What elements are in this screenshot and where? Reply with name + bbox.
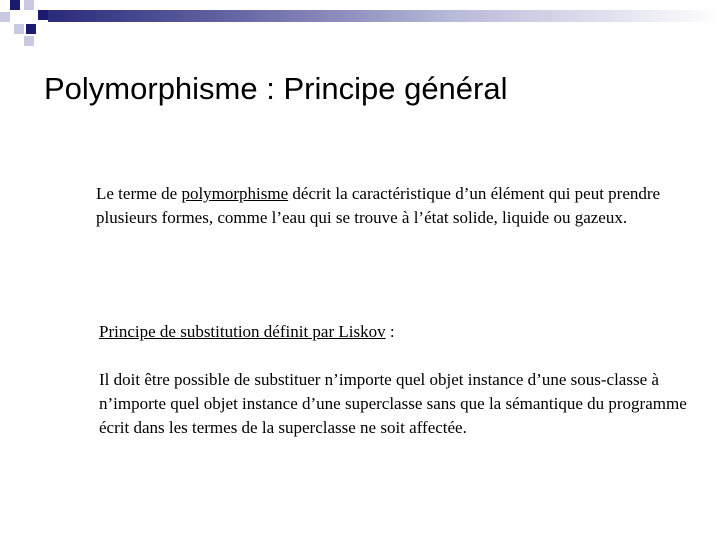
liskov-heading-colon: : — [385, 322, 395, 341]
slide-title: Polymorphisme : Principe général — [44, 71, 508, 106]
liskov-heading-text: Principe de substitution définit par Liskov — [99, 322, 386, 341]
decor-square — [10, 0, 20, 10]
decorative-header — [0, 0, 720, 60]
definition-paragraph — [96, 182, 706, 230]
liskov-heading — [99, 320, 709, 344]
decor-square — [24, 36, 34, 46]
decor-square — [24, 0, 34, 10]
liskov-body: Il doit être possible de substituer n’importe quel objet instance d’une sous-classe à n’importe quel objet instance d’une superclasse sans que la sémantique du programme écrit dans les termes de la superclasse ne soit affectée. — [99, 370, 687, 437]
definition-prefix: Le terme de — [96, 184, 182, 203]
definition-suffix: décrit la caractéristique d’un élément qui peut prendre plusieurs formes, comme l’eau qui se trouve à l’état solide, liquide ou gazeux. — [96, 184, 661, 227]
polymorphisme-term: polymorphisme — [181, 184, 289, 203]
decor-square — [38, 10, 48, 20]
decor-square — [26, 24, 36, 34]
decor-square — [0, 12, 10, 22]
decor-square — [14, 24, 24, 34]
header-gradient-band — [48, 10, 720, 22]
